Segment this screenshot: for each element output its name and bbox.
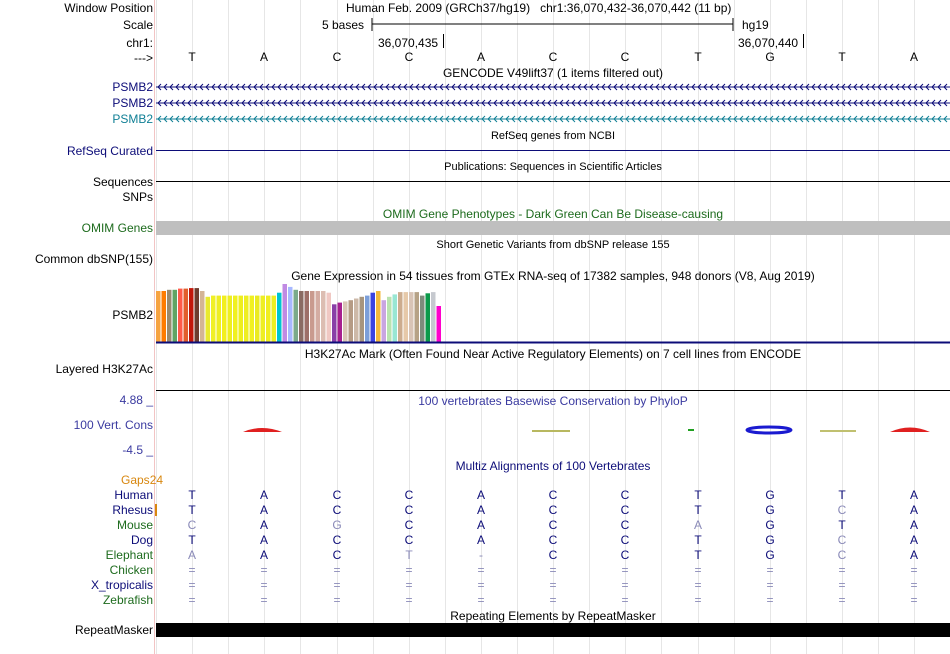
alignment-base: A <box>476 518 485 532</box>
label-separator <box>154 0 155 654</box>
coord-tick-left <box>443 34 444 48</box>
gtex-tissue-bar[interactable] <box>349 300 354 342</box>
base-letter: C <box>548 50 558 64</box>
gtex-tissue-bar[interactable] <box>173 290 178 342</box>
gtex-tissue-bar[interactable] <box>167 290 172 342</box>
gtex-tissue-bar[interactable] <box>343 301 348 342</box>
alignment-base: = <box>188 563 196 577</box>
gtex-tissue-bar[interactable] <box>437 306 442 342</box>
gtex-tissue-bar[interactable] <box>338 303 343 342</box>
alignment-base: A <box>909 533 918 547</box>
gtex-tissue-bar[interactable] <box>288 287 293 342</box>
alignment-base: A <box>909 548 918 562</box>
alignment-base: = <box>838 578 846 592</box>
omim-track[interactable] <box>156 221 950 235</box>
alignment-base: C <box>837 503 847 517</box>
alignment-base: C <box>620 488 630 502</box>
alignment-base: C <box>620 518 630 532</box>
alignment-base: C <box>548 488 558 502</box>
scale-text: 5 bases <box>322 18 365 32</box>
gtex-tissue-bar[interactable] <box>398 292 403 342</box>
gtex-tissue-bar[interactable] <box>354 299 359 343</box>
alignment-base: = <box>405 593 413 607</box>
base-letter: A <box>909 50 918 64</box>
gtex-tissue-bar[interactable] <box>239 296 244 342</box>
alignment-base: = <box>260 578 268 592</box>
alignment-base: = <box>910 593 918 607</box>
gtex-tissue-bar[interactable] <box>206 297 211 342</box>
gtex-tissue-bar[interactable] <box>266 296 271 342</box>
gtex-tissue-bar[interactable] <box>305 291 310 342</box>
alignment-base: A <box>909 518 918 532</box>
gtex-tissue-bar[interactable] <box>217 296 222 342</box>
alignment-base: = <box>260 563 268 577</box>
alignment-base: C <box>548 518 558 532</box>
alignment-base: A <box>259 548 268 562</box>
alignment-base: T <box>694 533 702 547</box>
gencode-gene-2[interactable]: PSMB2 <box>112 96 153 110</box>
alignment-base: = <box>910 563 918 577</box>
refseq-track[interactable] <box>156 150 950 151</box>
gtex-label[interactable]: PSMB2 <box>112 308 153 322</box>
h3k27ac-label[interactable]: Layered H3K27Ac <box>55 362 153 376</box>
publications-track[interactable] <box>156 181 950 182</box>
gtex-tissue-bar[interactable] <box>376 291 381 342</box>
alignment-base: C <box>548 533 558 547</box>
alignment-base: A <box>909 488 918 502</box>
alignment-base: = <box>188 578 196 592</box>
alignment-base: T <box>694 548 702 562</box>
base-letter: C <box>332 50 342 64</box>
gtex-tissue-bar[interactable] <box>327 293 332 342</box>
gtex-tissue-bar[interactable] <box>431 292 436 342</box>
alignment-base: = <box>621 563 629 577</box>
gtex-tissue-bar[interactable] <box>365 296 370 342</box>
h3k27ac-title: H3K27Ac Mark (Often Found Near Active Regulatory Elements) on 7 cell lines from ENCODE <box>304 347 802 361</box>
gap-marker <box>155 504 157 516</box>
alignment-base: C <box>548 503 558 517</box>
alignment-base: - <box>479 548 483 562</box>
alignment-base: = <box>838 563 846 577</box>
alignment-base: C <box>332 533 342 547</box>
refseq-label[interactable]: RefSeq Curated <box>66 144 153 158</box>
gtex-tissue-bar[interactable] <box>420 296 425 342</box>
alignment-base: T <box>838 518 846 532</box>
alignment-base: = <box>910 578 918 592</box>
snps-label[interactable]: SNPs <box>122 190 153 204</box>
species-label[interactable]: Mouse <box>116 518 153 532</box>
alignment-base: C <box>548 548 558 562</box>
alignment-base: = <box>766 578 774 592</box>
alignment-base: T <box>838 488 846 502</box>
scale-label: Scale <box>122 18 153 32</box>
gtex-tissue-bar[interactable] <box>255 296 260 342</box>
gtex-tissue-bar[interactable] <box>299 291 304 342</box>
alignment-base: = <box>694 563 702 577</box>
gtex-tissue-bar[interactable] <box>294 290 299 342</box>
alignment-base: = <box>333 578 341 592</box>
repeatmasker-title: Repeating Elements by RepeatMasker <box>450 609 656 623</box>
alignment-base: C <box>837 548 847 562</box>
species-label[interactable]: X_tropicalis <box>90 578 153 592</box>
alignment-base: = <box>477 593 485 607</box>
alignment-base: A <box>476 533 485 547</box>
alignment-base: A <box>259 503 268 517</box>
gtex-tissue-bar[interactable] <box>415 292 420 342</box>
gtex-tissue-bar[interactable] <box>200 291 205 342</box>
base-letter: C <box>620 50 630 64</box>
refseq-title: RefSeq genes from NCBI <box>490 130 616 142</box>
alignment-base: A <box>259 533 268 547</box>
phylop-max: 4.88 _ <box>119 393 153 407</box>
alignment-base: A <box>187 548 196 562</box>
gencode-title: GENCODE V49lift37 (1 items filtered out) <box>442 66 664 80</box>
multiz-gaps-label: Gaps24 <box>121 473 164 487</box>
alignment-base: T <box>188 533 196 547</box>
base-letter: G <box>765 50 775 64</box>
base-letter: C <box>404 50 414 64</box>
gtex-tissue-bar[interactable] <box>244 296 249 342</box>
multiz-title: Multiz Alignments of 100 Vertebrates <box>455 459 651 473</box>
gtex-tissue-bar[interactable] <box>272 296 277 342</box>
base-letter: T <box>188 50 196 64</box>
gtex-tissue-bar[interactable] <box>371 293 376 342</box>
alignment-base: A <box>476 488 485 502</box>
publications-label[interactable]: Sequences <box>92 175 153 189</box>
phylop-peak <box>747 427 791 433</box>
alignment-base: G <box>765 518 775 532</box>
h3k27ac-track[interactable] <box>156 390 950 391</box>
window-position-label: Window Position <box>64 1 153 15</box>
gtex-tissue-bar[interactable] <box>310 291 315 342</box>
base-letter: A <box>476 50 485 64</box>
alignment-base: T <box>694 503 702 517</box>
gtex-tissue-bar[interactable] <box>321 291 326 342</box>
gtex-tissue-bar[interactable] <box>316 291 321 342</box>
alignment-base: G <box>765 548 775 562</box>
alignment-base: = <box>694 578 702 592</box>
phylop-track[interactable] <box>156 422 950 436</box>
phylop-peak <box>243 428 282 432</box>
species-label[interactable]: Human <box>114 488 153 502</box>
gtex-tissue-bar[interactable] <box>261 296 266 342</box>
species-label[interactable]: Rhesus <box>112 503 153 517</box>
alignment-base: C <box>332 503 342 517</box>
species-label[interactable]: Zebrafish <box>102 593 153 607</box>
alignment-base: = <box>549 563 557 577</box>
alignment-base: A <box>476 503 485 517</box>
gtex-tissue-bar[interactable] <box>222 296 227 342</box>
alignment-base: = <box>405 563 413 577</box>
window-position-value[interactable]: Human Feb. 2009 (GRCh37/hg19) chr1:36,070,432-36,070,442 (11 bp) <box>346 1 732 15</box>
gtex-tissue-bar[interactable] <box>332 304 337 342</box>
phylop-label[interactable]: 100 Vert. Cons <box>73 418 153 432</box>
dbsnp-title: Short Genetic Variants from dbSNP release 155 <box>436 239 670 251</box>
alignment-base: C <box>404 533 414 547</box>
base-letter: T <box>838 50 846 64</box>
alignment-base: C <box>332 548 342 562</box>
alignment-base: C <box>620 548 630 562</box>
gtex-tissue-bar[interactable] <box>277 293 282 342</box>
gtex-tissue-bar[interactable] <box>184 289 189 342</box>
chr-label: chr1: <box>126 36 153 50</box>
gencode-gene-1[interactable]: PSMB2 <box>112 80 153 94</box>
alignment-base: T <box>694 488 702 502</box>
repeatmasker-track[interactable] <box>156 623 950 637</box>
alignment-base: A <box>909 503 918 517</box>
gtex-tissue-bar[interactable] <box>409 292 414 342</box>
alignment-base: A <box>259 518 268 532</box>
gtex-tissue-bar[interactable] <box>360 297 365 342</box>
gtex-tissue-bar[interactable] <box>195 288 200 342</box>
alignment-base: G <box>332 518 342 532</box>
coord-right: 36,070,440 <box>738 36 799 50</box>
species-label[interactable]: Chicken <box>109 563 153 577</box>
gtex-tissue-bar[interactable] <box>426 293 431 342</box>
alignment-base: = <box>188 593 196 607</box>
gtex-expression-chart[interactable] <box>156 284 950 344</box>
scale-bar <box>371 17 741 33</box>
gencode-transcripts[interactable] <box>156 80 950 126</box>
gtex-tissue-bar[interactable] <box>156 291 161 342</box>
alignment-base: = <box>333 563 341 577</box>
omim-title: OMIM Gene Phenotypes - Dark Green Can Be Disease-causing <box>382 207 724 221</box>
alignment-base: = <box>621 593 629 607</box>
strand-arrow-label: ---> <box>134 51 153 65</box>
alignment-base: = <box>405 578 413 592</box>
repeatmasker-label[interactable]: RepeatMasker <box>74 623 153 637</box>
dbsnp-label[interactable]: Common dbSNP(155) <box>34 252 153 266</box>
alignment-base: T <box>405 548 413 562</box>
gtex-tissue-bar[interactable] <box>250 296 255 342</box>
gtex-tissue-bar[interactable] <box>382 300 387 342</box>
alignment-base: = <box>549 578 557 592</box>
species-label[interactable]: Elephant <box>105 548 153 562</box>
alignment-base: = <box>260 593 268 607</box>
gtex-tissue-bar[interactable] <box>393 294 398 342</box>
gtex-tissue-bar[interactable] <box>162 291 167 342</box>
alignment-base: G <box>765 503 775 517</box>
gtex-tissue-bar[interactable] <box>211 296 216 342</box>
coord-left: 36,070,435 <box>378 36 439 50</box>
omim-label[interactable]: OMIM Genes <box>81 221 153 235</box>
alignment-base: = <box>549 593 557 607</box>
gencode-gene-3[interactable]: PSMB2 <box>112 112 153 126</box>
gtex-tissue-bar[interactable] <box>387 297 392 342</box>
alignment-base: = <box>621 578 629 592</box>
species-label[interactable]: Dog <box>130 533 153 547</box>
gtex-tissue-bar[interactable] <box>283 284 288 342</box>
phylop-min: -4.5 _ <box>122 443 153 457</box>
alignment-base: = <box>333 593 341 607</box>
alignment-base: G <box>765 533 775 547</box>
alignment-base: C <box>620 503 630 517</box>
scale-db: hg19 <box>742 18 769 32</box>
alignment-base: C <box>404 488 414 502</box>
gtex-tissue-bar[interactable] <box>178 289 183 342</box>
alignment-base: G <box>765 488 775 502</box>
alignment-base: = <box>766 563 774 577</box>
phylop-title: 100 vertebrates Basewise Conservation by PhyloP <box>418 394 688 408</box>
alignment-base: C <box>620 533 630 547</box>
publications-title: Publications: Sequences in Scientific Articles <box>444 161 662 173</box>
alignment-base: T <box>188 503 196 517</box>
alignment-base: = <box>477 563 485 577</box>
alignment-base: T <box>188 488 196 502</box>
gtex-tissue-bar[interactable] <box>233 296 238 342</box>
alignment-base: A <box>259 488 268 502</box>
alignment-base: = <box>766 593 774 607</box>
phylop-peak <box>890 428 930 433</box>
alignment-base: = <box>838 593 846 607</box>
base-letter: T <box>694 50 702 64</box>
coord-tick-right <box>803 34 804 48</box>
gtex-tissue-bar[interactable] <box>404 292 409 342</box>
gtex-title: Gene Expression in 54 tissues from GTEx RNA-seq of 17382 samples, 948 donors (V8, Aug 2019) <box>291 269 815 283</box>
gtex-tissue-bar[interactable] <box>189 288 194 342</box>
alignment-base: A <box>693 518 702 532</box>
alignment-base: C <box>332 488 342 502</box>
alignment-base: C <box>837 533 847 547</box>
alignment-base: C <box>404 518 414 532</box>
gtex-tissue-bar[interactable] <box>228 296 233 342</box>
alignment-base: C <box>187 518 197 532</box>
base-letter: A <box>259 50 268 64</box>
alignment-base: = <box>694 593 702 607</box>
alignment-base: = <box>477 578 485 592</box>
alignment-base: C <box>404 503 414 517</box>
